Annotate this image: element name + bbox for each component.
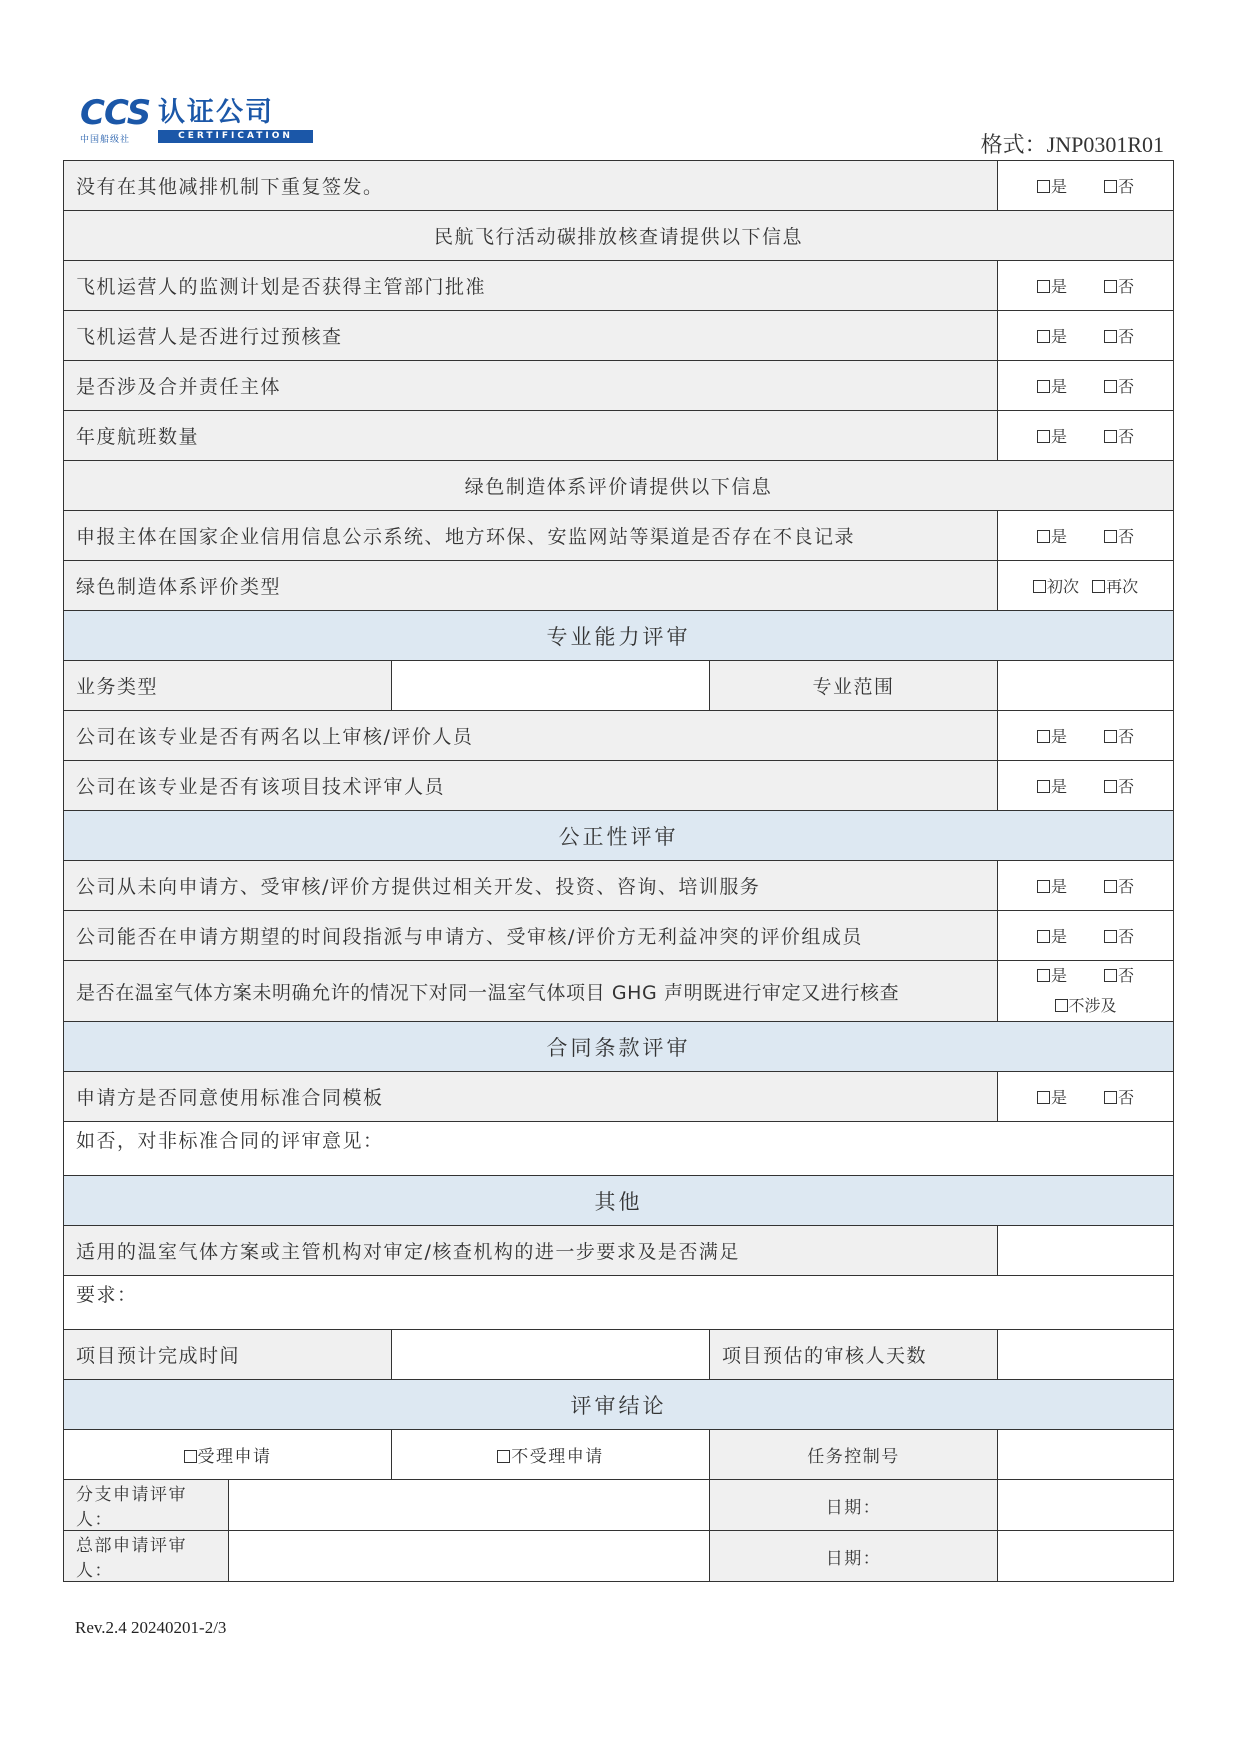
again-checkbox[interactable] — [1092, 574, 1138, 597]
contract-q1: 申请方是否同意使用标准合同模板 — [64, 1072, 998, 1122]
scope-label: 专业范围 — [710, 661, 998, 711]
no-checkbox[interactable] — [1104, 724, 1134, 747]
table-row — [64, 261, 1174, 311]
accept-label: 受理申请 — [197, 1447, 272, 1467]
yes-checkbox[interactable] — [1037, 961, 1067, 991]
checkbox-icon — [1092, 580, 1105, 593]
checkbox-icon — [1037, 930, 1050, 943]
checkbox-icon — [1104, 330, 1117, 343]
green-q2: 绿色制造体系评价类型 — [64, 561, 998, 611]
first-label: 初次 — [1046, 577, 1079, 596]
comment-label: 如否，对非标准合同的评审意见： — [76, 1130, 384, 1152]
finish-time-label: 项目预计完成时间 — [64, 1330, 392, 1380]
yes-label: 是 — [1050, 1088, 1067, 1107]
checkbox-icon — [1037, 380, 1050, 393]
auditor-days-field[interactable] — [998, 1330, 1174, 1380]
no-checkbox[interactable] — [1104, 1085, 1134, 1108]
requirements-label: 要求： — [76, 1284, 138, 1306]
yes-label: 是 — [1050, 927, 1067, 946]
hq-date-field[interactable] — [998, 1531, 1174, 1582]
yes-checkbox[interactable] — [1037, 724, 1067, 747]
table-row — [64, 761, 1174, 811]
yes-checkbox[interactable] — [1037, 374, 1067, 397]
table-row — [64, 561, 1174, 611]
yes-no-options — [998, 861, 1174, 911]
impartiality-q2: 公司能否在申请方期望的时间段指派与申请方、受审核/评价方无利益冲突的评价组成员 — [64, 911, 998, 961]
not-applicable-label: 不涉及 — [1068, 996, 1117, 1015]
contract-section-header: 合同条款评审 — [64, 1022, 1174, 1072]
checkbox-icon — [1104, 430, 1117, 443]
branch-date-label: 日期： — [710, 1480, 998, 1531]
business-type-field[interactable] — [392, 661, 710, 711]
checkbox-icon — [1104, 280, 1117, 293]
table-row — [64, 1072, 1174, 1122]
no-checkbox[interactable] — [1104, 274, 1134, 297]
table-row — [64, 961, 1174, 1022]
table-row — [64, 1022, 1174, 1072]
yes-label: 是 — [1050, 327, 1067, 346]
no-label: 否 — [1118, 966, 1135, 985]
checkbox-icon — [1037, 180, 1050, 193]
no-label: 否 — [1118, 877, 1135, 896]
yes-no-options — [998, 161, 1174, 211]
business-type-label: 业务类型 — [64, 661, 392, 711]
aviation-q2: 飞机运营人是否进行过预核查 — [64, 311, 998, 361]
table-row — [64, 611, 1174, 661]
first-time-checkbox[interactable] — [1033, 574, 1079, 597]
checkbox-icon — [497, 1450, 510, 1463]
yes-checkbox[interactable] — [1037, 1085, 1067, 1108]
branch-reviewer-field[interactable] — [229, 1480, 710, 1531]
no-checkbox[interactable] — [1104, 874, 1134, 897]
branch-date-field[interactable] — [998, 1480, 1174, 1531]
no-checkbox[interactable] — [1104, 924, 1134, 947]
yes-label: 是 — [1050, 527, 1067, 546]
no-label: 否 — [1118, 327, 1135, 346]
checkbox-icon — [1037, 530, 1050, 543]
yes-no-options — [998, 511, 1174, 561]
hq-reviewer-label: 总部申请评审人： — [64, 1531, 229, 1582]
checkbox-icon — [1104, 730, 1117, 743]
yes-no-na-options — [998, 961, 1174, 1022]
checkbox-icon — [1037, 969, 1050, 982]
reject-checkbox[interactable] — [497, 1447, 604, 1467]
aviation-section-header: 民航飞行活动碳排放核查请提供以下信息 — [64, 211, 1174, 261]
checkbox-icon — [1104, 969, 1117, 982]
checkbox-icon — [1104, 180, 1117, 193]
table-row — [64, 1380, 1174, 1430]
table-row — [64, 411, 1174, 461]
checkbox-icon — [1104, 1091, 1117, 1104]
checkbox-icon — [1104, 530, 1117, 543]
table-row — [64, 461, 1174, 511]
aviation-q1: 飞机运营人的监测计划是否获得主管部门批准 — [64, 261, 998, 311]
no-checkbox[interactable] — [1104, 374, 1134, 397]
requirements-field[interactable] — [64, 1276, 1174, 1330]
table-row — [64, 861, 1174, 911]
branch-reviewer-label: 分支申请评审人： — [64, 1480, 229, 1531]
yes-checkbox[interactable] — [1037, 174, 1067, 197]
yes-no-options — [998, 1072, 1174, 1122]
review-form-table — [63, 160, 1174, 1582]
hq-reviewer-field[interactable] — [229, 1531, 710, 1582]
logo-english-bar: CERTIFICATION — [158, 130, 313, 143]
checkbox-icon — [1037, 330, 1050, 343]
reject-label: 不受理申请 — [511, 1447, 604, 1467]
table-row — [64, 361, 1174, 411]
aviation-q3: 是否涉及合并责任主体 — [64, 361, 998, 411]
table-row — [64, 1226, 1174, 1276]
no-checkbox[interactable] — [1104, 774, 1134, 797]
checkbox-icon — [1037, 780, 1050, 793]
no-label: 否 — [1118, 777, 1135, 796]
yes-label: 是 — [1050, 966, 1067, 985]
table-row — [64, 1122, 1174, 1176]
yes-label: 是 — [1050, 877, 1067, 896]
checkbox-icon — [1104, 380, 1117, 393]
table-row — [64, 1176, 1174, 1226]
yes-checkbox[interactable] — [1037, 274, 1067, 297]
no-checkbox[interactable] — [1104, 524, 1134, 547]
yes-label: 是 — [1050, 727, 1067, 746]
table-row — [64, 711, 1174, 761]
task-number-field[interactable] — [998, 1430, 1174, 1480]
table-row — [64, 211, 1174, 261]
aviation-q4: 年度航班数量 — [64, 411, 998, 461]
yes-no-options — [998, 261, 1174, 311]
revision-footer: Rev.2.4 20240201-2/3 — [75, 1618, 227, 1637]
task-number-label: 任务控制号 — [710, 1430, 998, 1480]
yes-no-options — [998, 911, 1174, 961]
yes-label: 是 — [1050, 777, 1067, 796]
yes-checkbox[interactable] — [1037, 924, 1067, 947]
no-label: 否 — [1118, 277, 1135, 296]
yes-label: 是 — [1050, 427, 1067, 446]
reject-application-cell — [392, 1430, 710, 1480]
checkbox-icon — [1033, 580, 1046, 593]
again-label: 再次 — [1106, 577, 1139, 596]
other-q1: 适用的温室气体方案或主管机构对审定/核查机构的进一步要求及是否满足 — [64, 1226, 998, 1276]
table-row — [64, 811, 1174, 861]
table-row — [64, 1276, 1174, 1330]
hq-date-label: 日期： — [710, 1531, 998, 1582]
other-q1-answer-field[interactable] — [998, 1226, 1174, 1276]
table-row — [64, 1430, 1174, 1480]
no-label: 否 — [1118, 927, 1135, 946]
logo-chinese-text: 认证公司 — [158, 97, 274, 128]
non-standard-contract-comment[interactable] — [64, 1122, 1174, 1176]
yes-no-options — [998, 311, 1174, 361]
logo-ccs-text: CCS — [80, 93, 151, 133]
yes-label: 是 — [1050, 277, 1067, 296]
accept-checkbox[interactable] — [184, 1447, 272, 1467]
checkbox-icon — [1037, 730, 1050, 743]
no-label: 否 — [1118, 377, 1135, 396]
checkbox-icon — [1104, 780, 1117, 793]
checkbox-icon — [1037, 430, 1050, 443]
checkbox-icon — [1037, 1091, 1050, 1104]
no-checkbox[interactable] — [1104, 961, 1134, 991]
table-row — [64, 1480, 1174, 1531]
auditor-days-label: 项目预估的审核人天数 — [710, 1330, 998, 1380]
table-row — [64, 661, 1174, 711]
checkbox-icon — [184, 1450, 197, 1463]
evaluation-type-options — [998, 561, 1174, 611]
checkbox-icon — [1104, 930, 1117, 943]
table-row — [64, 161, 1174, 211]
no-checkbox[interactable] — [1104, 324, 1134, 347]
finish-time-field[interactable] — [392, 1330, 710, 1380]
yes-checkbox[interactable] — [1037, 774, 1067, 797]
impartiality-q1: 公司从未向申请方、受审核/评价方提供过相关开发、投资、咨询、培训服务 — [64, 861, 998, 911]
no-duplicate-label: 没有在其他减排机制下重复签发。 — [64, 161, 998, 211]
table-row — [64, 911, 1174, 961]
green-q1: 申报主体在国家企业信用信息公示系统、地方环保、安监网站等渠道是否存在不良记录 — [64, 511, 998, 561]
no-label: 否 — [1118, 527, 1135, 546]
no-label: 否 — [1118, 727, 1135, 746]
competence-q2: 公司在该专业是否有该项目技术评审人员 — [64, 761, 998, 811]
yes-no-options — [998, 761, 1174, 811]
no-checkbox[interactable] — [1104, 424, 1134, 447]
impartiality-section-header: 公正性评审 — [64, 811, 1174, 861]
yes-no-options — [998, 411, 1174, 461]
table-row — [64, 511, 1174, 561]
checkbox-icon — [1037, 880, 1050, 893]
no-label: 否 — [1118, 177, 1135, 196]
no-label: 否 — [1118, 1088, 1135, 1107]
table-row — [64, 311, 1174, 361]
not-applicable-checkbox[interactable] — [1055, 991, 1117, 1021]
checkbox-icon — [1104, 880, 1117, 893]
conclusion-section-header: 评审结论 — [64, 1380, 1174, 1430]
logo-subtitle: 中国船级社 — [80, 135, 131, 145]
yes-no-options — [998, 711, 1174, 761]
yes-label: 是 — [1050, 377, 1067, 396]
yes-checkbox[interactable] — [1037, 524, 1067, 547]
no-label: 否 — [1118, 427, 1135, 446]
checkbox-icon — [1055, 999, 1068, 1012]
impartiality-q3: 是否在温室气体方案未明确允许的情况下对同一温室气体项目 GHG 声明既进行审定又进行核查 — [64, 961, 998, 1022]
format-code: 格式：JNP0301R01 — [980, 132, 1164, 157]
checkbox-icon — [1037, 280, 1050, 293]
yes-checkbox[interactable] — [1037, 324, 1067, 347]
competence-q1: 公司在该专业是否有两名以上审核/评价人员 — [64, 711, 998, 761]
ccs-logo — [80, 93, 320, 145]
scope-field[interactable] — [998, 661, 1174, 711]
yes-label: 是 — [1050, 177, 1067, 196]
table-row — [64, 1531, 1174, 1582]
yes-checkbox[interactable] — [1037, 424, 1067, 447]
other-section-header: 其他 — [64, 1176, 1174, 1226]
green-section-header: 绿色制造体系评价请提供以下信息 — [64, 461, 1174, 511]
table-row — [64, 1330, 1174, 1380]
competence-section-header: 专业能力评审 — [64, 611, 1174, 661]
yes-checkbox[interactable] — [1037, 874, 1067, 897]
accept-application-cell — [64, 1430, 392, 1480]
no-checkbox[interactable] — [1104, 174, 1134, 197]
yes-no-options — [998, 361, 1174, 411]
